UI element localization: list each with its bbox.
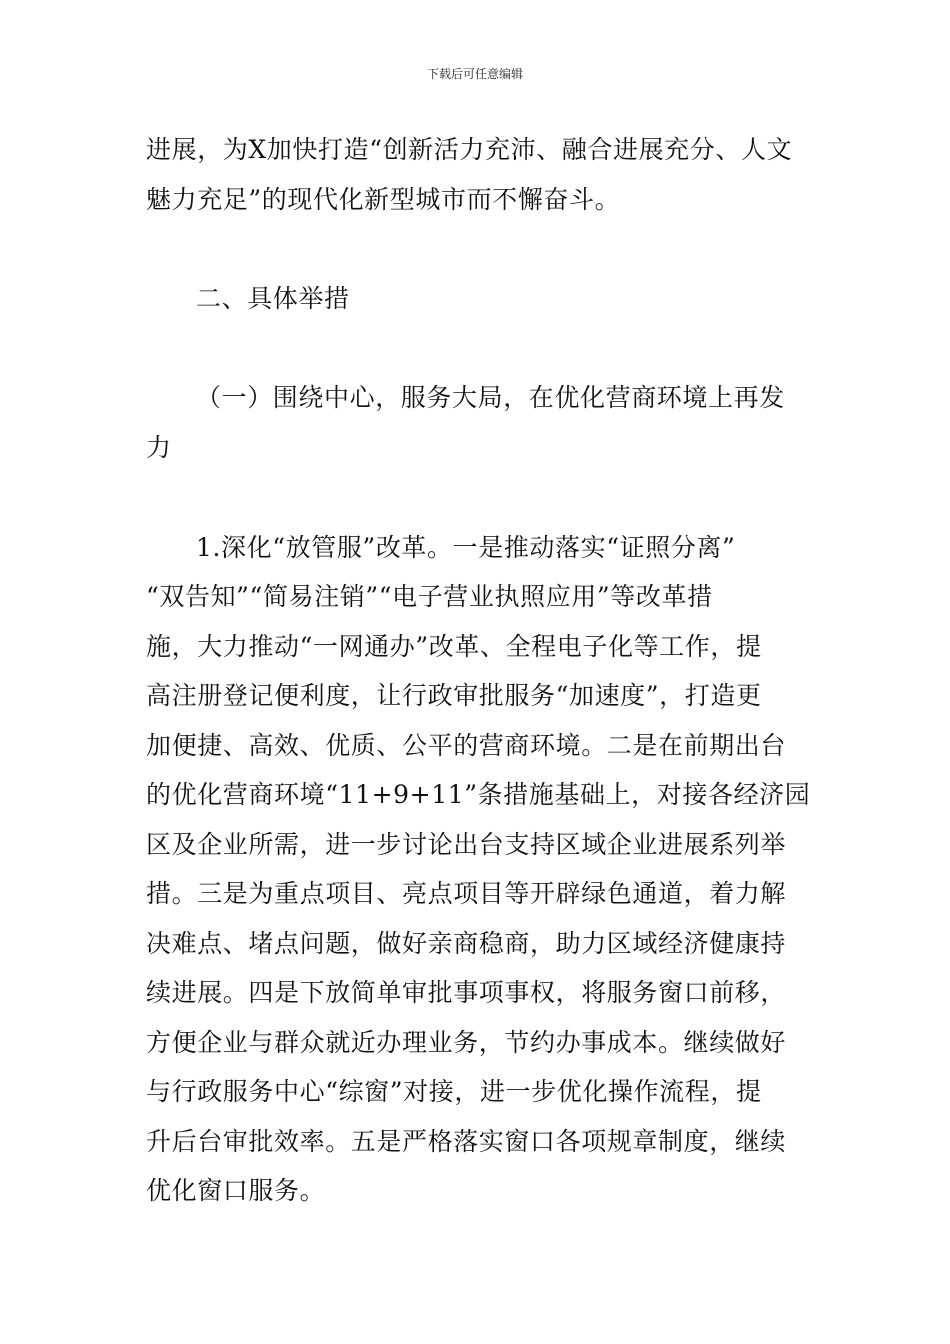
paragraph-line: 的优化营商环境“11+9+11”条措施基础上，对接各经济园 — [146, 780, 811, 809]
subsection-heading-continued: 力 — [146, 433, 172, 462]
paragraph-line: 措。三是为重点项目、亮点项目等开辟绿色通道，着力解 — [146, 879, 787, 908]
header-note: 下载后可任意编辑 — [426, 67, 523, 81]
paragraph-line: 进展，为X加快打造“创新活力充沛、融合进展充分、人文 — [146, 135, 793, 164]
paragraph-line: 施，大力推动“一网通办”改革、全程电子化等工作，提 — [146, 632, 762, 661]
subsection-heading: （一）围绕中心，服务大局，在优化营商环境上再发 — [196, 383, 785, 412]
paragraph-line: 高注册登记便利度，让行政审批服务“加速度”，打造更 — [146, 681, 762, 710]
paragraph-line: 方便企业与群众就近办理业务，节约办事成本。继续做好 — [146, 1028, 787, 1057]
paragraph-line: 与行政服务中心“综窗”对接，进一步优化操作流程，提 — [146, 1077, 762, 1106]
paragraph-line: 决难点、堵点问题，做好亲商稳商，助力区域经济健康持 — [146, 929, 787, 958]
paragraph-line: 续进展。四是下放简单审批事项事权，将服务窗口前移， — [146, 978, 787, 1007]
section-heading: 二、具体举措 — [196, 284, 350, 313]
paragraph-line: 升后台审批效率。五是严格落实窗口各项规章制度，继续 — [146, 1127, 787, 1156]
paragraph-line: 区及企业所需，进一步讨论出台支持区域企业进展系列举 — [146, 830, 787, 859]
paragraph-line: 魅力充足”的现代化新型城市而不懈奋斗。 — [146, 185, 621, 214]
paragraph-line: “双告知”“简易注销”“电子营业执照应用”等改革措 — [146, 582, 713, 611]
paragraph-line: 1.深化“放管服”改革。一是推动落实“证照分离” — [196, 533, 736, 562]
paragraph-line: 优化窗口服务。 — [146, 1176, 326, 1205]
paragraph-line: 加便捷、高效、优质、公平的营商环境。二是在前期出台 — [146, 731, 787, 760]
